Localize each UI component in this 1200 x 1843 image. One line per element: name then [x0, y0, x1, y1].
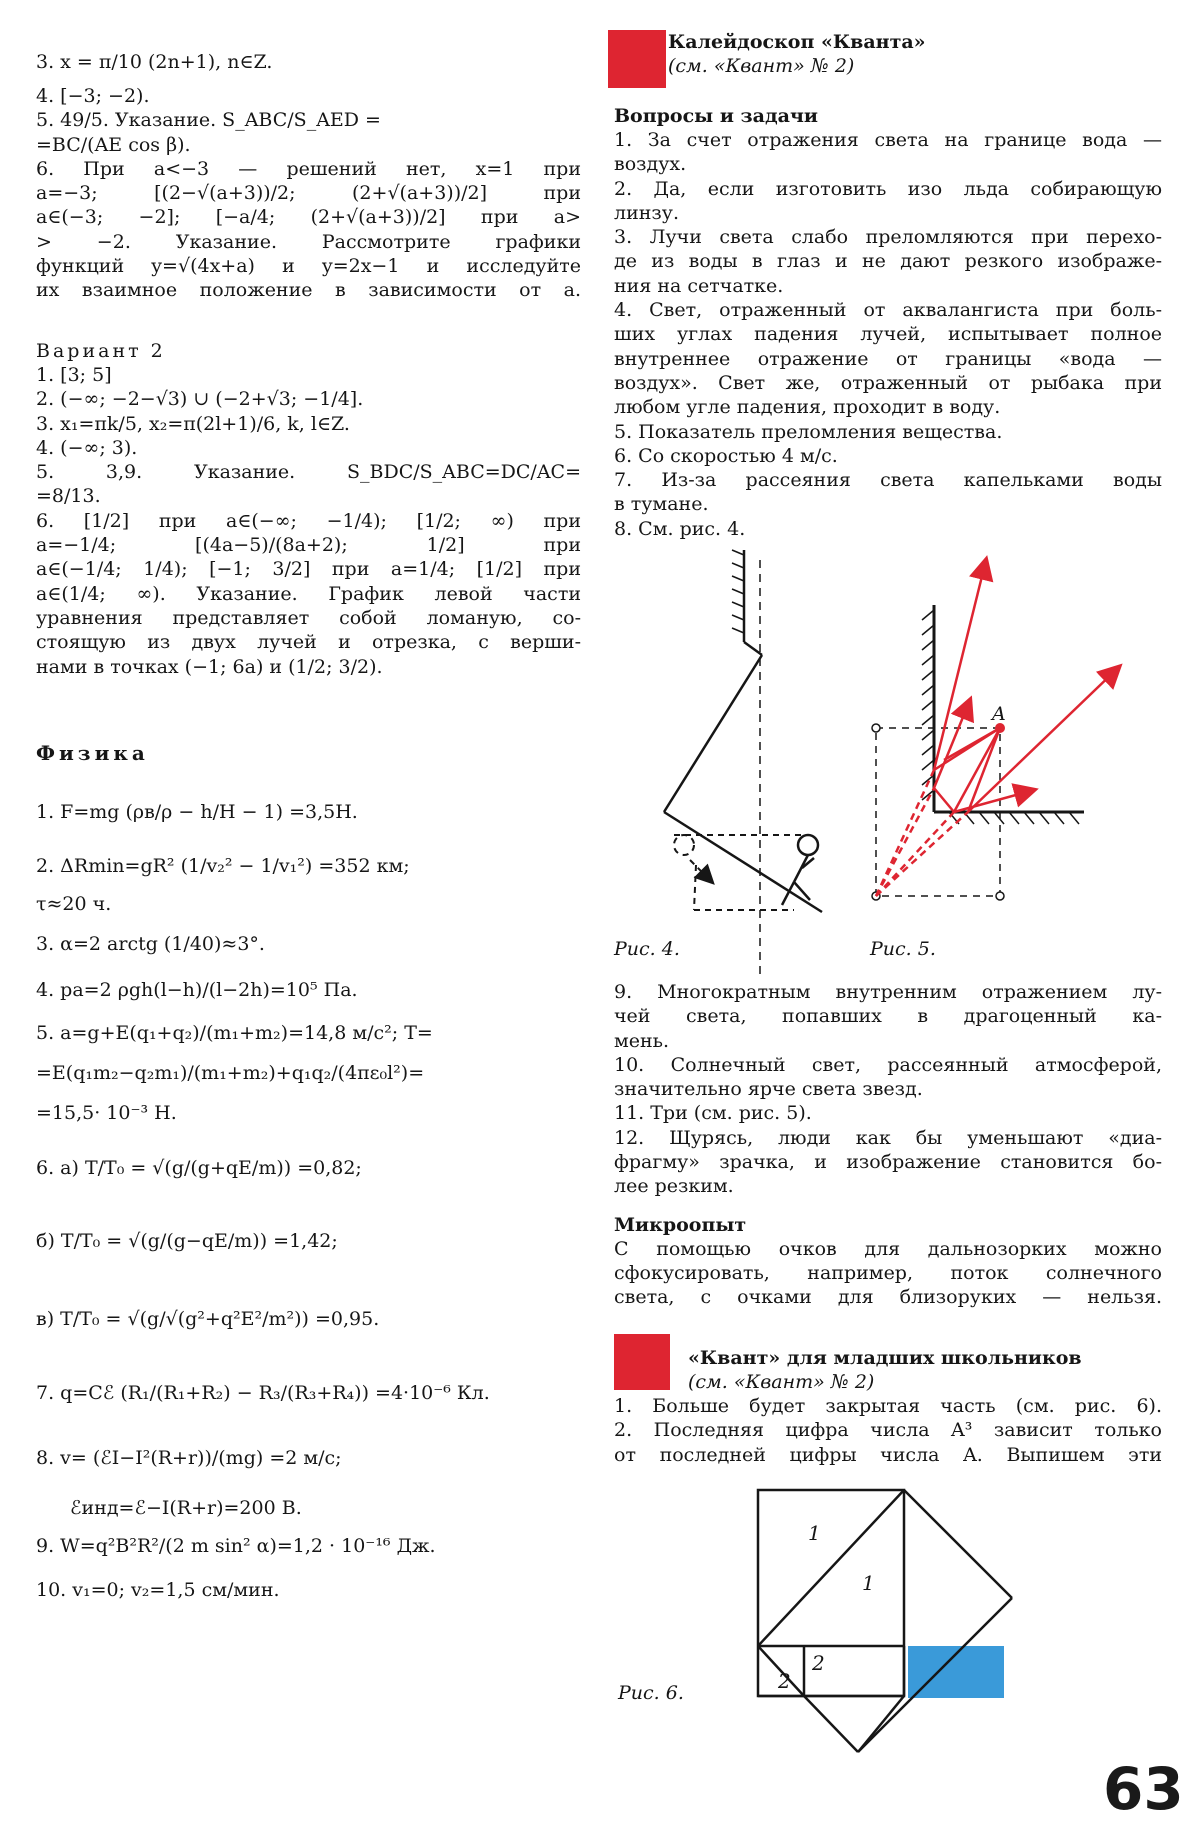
answer-v1-3-text: 3. x = π/10 (2n+1), n∈Z.: [36, 51, 273, 73]
question-6: 6. Со скоростью 4 м/с.: [614, 444, 838, 467]
answer-v1-6b: a=−3; [(2−√(a+3))/2; (2+√(a+3))/2] при: [36, 182, 581, 205]
fig6-label-1a: 1: [808, 1521, 821, 1545]
answer-v2-6a: 6. [1/2] при a∈(−∞; −1/4); [1/2; ∞) при: [36, 509, 581, 532]
fig4-caption: Рис. 4.: [614, 938, 680, 960]
kaleidoscope-header: [668, 30, 926, 78]
figure-6: [740, 1480, 1040, 1756]
answer-v2-4: 4. (−∞; 3).: [36, 436, 138, 459]
question-7a: 7. Из-за рассеяния света капельками воды: [614, 469, 1162, 492]
variant1-answers: [36, 40, 581, 303]
question-7b: в тумане.: [614, 493, 709, 516]
answer-v2-6d: a∈(1/4; ∞). Указание. График левой части: [36, 582, 581, 605]
left-column: [36, 40, 581, 1615]
physics-10: 10. v₁=0; v₂=1,5 см/мин.: [36, 1578, 280, 1601]
question-12c: лее резким.: [614, 1175, 734, 1198]
fig4-image: [674, 835, 808, 910]
variant2-block: [36, 339, 581, 679]
physics-6b: б) T/T₀ = √(g/(g−qE/m)) =1,42;: [36, 1229, 338, 1252]
answer-v2-1: 1. [3; 5]: [36, 363, 112, 386]
question-4d: воздух». Свет же, отраженный от рыбака при: [614, 371, 1162, 394]
kaleidoscope-red-marker: [608, 30, 666, 88]
physics-2: 2. ΔRmin=gR² (1/v₂² − 1/v₁²) =352 км;: [36, 854, 410, 877]
physics-1: 1. F=mg (ρв/ρ − h/H − 1) =3,5Н.: [36, 800, 358, 823]
fig6-lines: [758, 1490, 1012, 1752]
answer-v2-3: 3. x₁=πk/5, x₂=π(2l+1)/6, k, l∈Z.: [36, 412, 350, 435]
answer-v1-4: 4. [−3; −2).: [36, 85, 150, 107]
junior-2a: 2. Последняя цифра числа A³ зависит только: [614, 1419, 1162, 1442]
junior-title: «Квант» для младших школьников: [688, 1347, 1082, 1369]
question-3c: ния на сетчатке.: [614, 274, 784, 297]
microexp-title: Микроопыт: [614, 1213, 747, 1236]
question-4a: 4. Свет, отраженный от аквалангиста при боль-: [614, 299, 1162, 322]
physics-8a: 8. v= (ℰI−I²(R+r))/(mg) =2 м/с;: [36, 1446, 342, 1469]
kaleidoscope-subtitle: (см. «Квант» № 2): [668, 55, 855, 77]
answer-v1-6d: > −2. Указание. Рассмотрите графики: [36, 230, 581, 253]
answer-v2-6e: уравнения представляет собой ломаную, со-: [36, 606, 581, 629]
junior-header: [688, 1346, 1082, 1394]
question-9c: мень.: [614, 1029, 670, 1052]
junior-1: 1. Больше будет закрытая часть (см. рис. 6).: [614, 1395, 1162, 1417]
question-8: 8. См. рис. 4.: [614, 517, 746, 540]
question-4e: любом угле падения, проходит в воду.: [614, 396, 1001, 419]
question-12a: 12. Щурясь, люди как бы уменьшают «диа-: [614, 1126, 1162, 1149]
answer-v1-6c: a∈(−3; −2]; [−a/4; (2+√(a+3))/2] при a>: [36, 206, 581, 229]
question-3a: 3. Лучи света слабо преломляются при перехо-: [614, 226, 1162, 249]
microexp-line-2: сфокусировать, например, поток солнечного: [614, 1261, 1162, 1284]
answer-v1-5b: =BC/(AE cos β).: [36, 133, 191, 156]
question-12b: фрагму» зрачка, и изображение становится бо-: [614, 1151, 1162, 1174]
fig6-caption: Рис. 6.: [618, 1682, 684, 1704]
answer-v2-6f: стоящую из двух лучей и отрезка, с верши-: [36, 631, 581, 654]
answer-v2-6g: нами в точках (−1; 6a) и (1/2; 3/2).: [36, 655, 383, 678]
physics-5b: =E(q₁m₂−q₂m₁)/(m₁+m₂)+q₁q₂/(4πε₀l²)=: [36, 1061, 425, 1084]
answer-v2-2: 2. (−∞; −2−√3) ∪ (−2+√3; −1/4].: [36, 388, 364, 411]
fig5-point-a-label: A: [992, 703, 1006, 725]
answer-v2-6b: a=−1/4; [(4a−5)/(8a+2); 1/2] при: [36, 534, 581, 557]
physics-9: 9. W=q²B²R²/(2 m sin² α)=1,2 · 10⁻¹⁶ Дж.: [36, 1534, 436, 1557]
answer-v1-6e: функций y=√(4x+a) и y=2x−1 и исследуйте: [36, 255, 581, 278]
questions-cont-block: [614, 980, 1162, 1310]
question-5: 5. Показатель преломления вещества.: [614, 420, 1003, 443]
physics-6a: 6. а) T/T₀ = √(g/(g+qE/m)) =0,82;: [36, 1156, 362, 1179]
question-4c: внутреннее отражение от границы «вода —: [614, 347, 1162, 370]
physics-block: [36, 741, 581, 1615]
question-4b: ших углах падения лучей, испытывает полное: [614, 323, 1162, 346]
physics-5a: 5. a=g+E(q₁+q₂)/(m₁+m₂)=14,8 м/с²; T=: [36, 1021, 433, 1044]
junior-subtitle: (см. «Квант» № 2): [688, 1371, 875, 1393]
physics-title: Физика: [36, 740, 149, 765]
physics-8b: ℰинд=ℰ−I(R+r)=200 В.: [70, 1496, 302, 1519]
junior-red-marker: [614, 1334, 670, 1390]
question-2a: 2. Да, если изготовить изо льда собирающую: [614, 177, 1162, 200]
answer-v2-6c: a∈(−1/4; 1/4); [−1; 3/2] при a=1/4; [1/2] при: [36, 558, 581, 581]
variant2-title: Вариант 2: [36, 339, 166, 362]
physics-3: 3. α=2 arctg (1/40)≈3°.: [36, 932, 265, 955]
junior-block: [614, 1394, 1162, 1467]
kaleidoscope-title: Калейдоскоп «Кванта»: [668, 31, 926, 53]
fig6-label-1b: 1: [862, 1571, 875, 1595]
question-11: 11. Три (см. рис. 5).: [614, 1102, 812, 1125]
fig4-observer: [782, 835, 818, 905]
answer-v1-6a: 6. При a<−3 — решений нет, x=1 при: [36, 157, 581, 180]
answer-v2-5b: =8/13.: [36, 485, 101, 508]
answer-v1-5: 5. 49/5. Указание. S_ABC/S_AED =: [36, 109, 381, 132]
fig6-label-2a: 2: [778, 1669, 791, 1693]
fig4-mirror: [664, 550, 822, 912]
figures-4-5: [614, 530, 1174, 980]
microexp-line-3: света, с очками для близоруких — нельзя.: [614, 1286, 1162, 1309]
junior-2b: от последней цифры числа A. Выпишем эти: [614, 1443, 1162, 1466]
physics-7: 7. q=Cℰ (R₁/(R₁+R₂) − R₃/(R₃+R₄)) =4·10⁻⁶ Кл.: [36, 1381, 490, 1404]
physics-2b: τ≈20 ч.: [36, 892, 112, 915]
question-10b: значительно ярче света звезд.: [614, 1078, 923, 1101]
answer-v1-6f: их взаимное положение в зависимости от a.: [36, 279, 581, 302]
question-2b: линзу.: [614, 201, 679, 224]
questions-title: Вопросы и задачи: [614, 105, 818, 127]
microexp-line-1: С помощью очков для дальнозорких можно: [614, 1237, 1162, 1260]
physics-4: 4. pa=2 ρgh(l−h)/(l−2h)=10⁵ Па.: [36, 978, 358, 1001]
answer-v2-5: 5. 3,9. Указание. S_BDC/S_ABC=DC/AC=: [36, 461, 581, 484]
physics-5c: =15,5· 10⁻³ Н.: [36, 1101, 177, 1124]
question-9b: чей света, попавших в драгоценный ка-: [614, 1005, 1162, 1028]
question-10a: 10. Солнечный свет, рассеянный атмосферой,: [614, 1053, 1162, 1076]
question-1a: 1. За счет отражения света на границе вода —: [614, 129, 1162, 151]
question-3b: де из воды в глаз и не дают резкого изображе-: [614, 250, 1162, 273]
question-1b: воздух.: [614, 153, 687, 176]
fig6-label-2b: 2: [812, 1651, 825, 1675]
page-number: 63: [1103, 1755, 1184, 1823]
physics-6c: в) T/T₀ = √(g/√(g²+q²E²/m²)) =0,95.: [36, 1307, 380, 1330]
question-9a: 9. Многократным внутренним отражением лу-: [614, 981, 1162, 1003]
fig5-caption: Рис. 5.: [870, 938, 936, 960]
questions-block: [614, 104, 1162, 541]
